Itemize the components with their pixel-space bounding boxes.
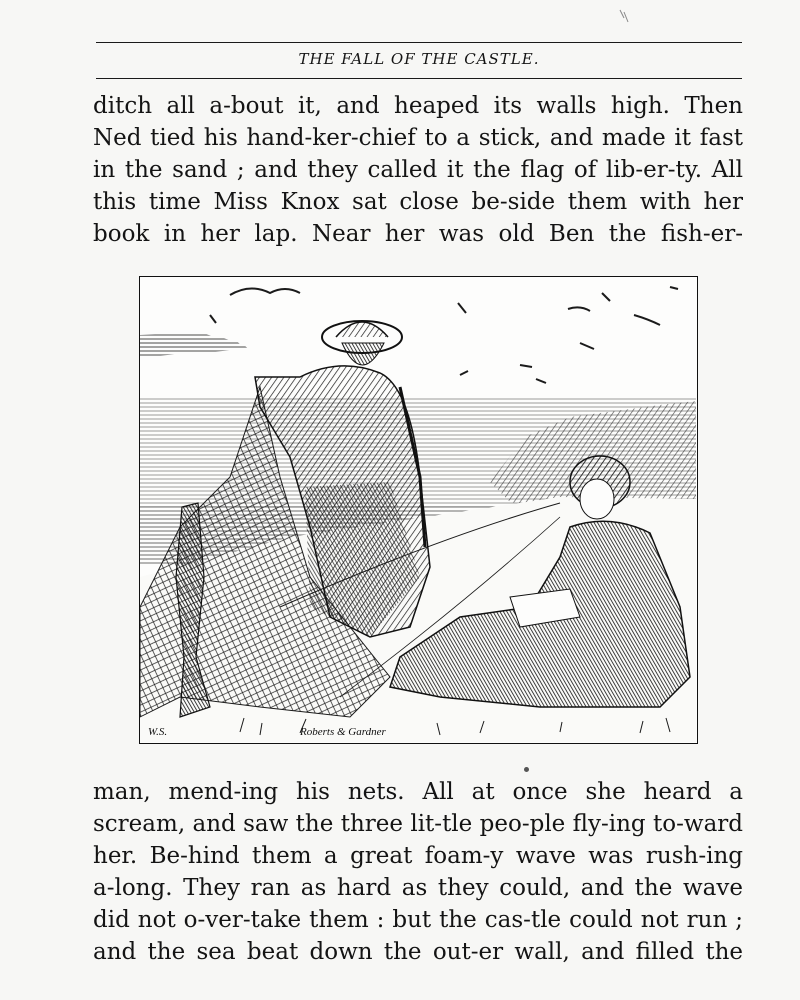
text-line: this time Miss Knox sat close be-side them with her: [93, 189, 743, 215]
text-line: book in her lap. Near her was old Ben the fish-er-: [93, 221, 743, 247]
running-title: THE FALL OF THE CASTLE.: [298, 50, 540, 68]
text-line: in the sand ; and they called it the flag of lib-er-ty. All: [93, 157, 743, 183]
engraving-art: [140, 277, 696, 742]
artist-initials: W.S.: [148, 726, 168, 738]
engraver-signature: Roberts & Gardner: [300, 726, 386, 738]
text-line: scream, and saw the three lit-tle peo-ple fly-ing to-ward: [93, 811, 743, 837]
text-line: man, mend-ing his nets. All at once she heard a: [93, 779, 743, 805]
text-line: did not o-ver-take them : but the cas-tle could not run ;: [93, 907, 743, 933]
text-line: a-long. They ran as hard as they could, and the wave: [93, 875, 743, 901]
text-block-before-illustration: [93, 90, 743, 250]
engraving-fisherman-and-reader: [139, 276, 698, 744]
seagulls: [210, 287, 678, 383]
header-bottom-rule: [96, 78, 742, 79]
text-line: her. Be-hind them a great foam-y wave was rush-ing: [93, 843, 743, 869]
stray-ink-mark: [618, 8, 630, 26]
text-line: Ned tied his hand-ker-chief to a stick, and made it fast: [93, 125, 743, 151]
text-line: ditch all a-bout it, and heaped its walls high. Then: [93, 93, 743, 119]
text-line: and the sea beat down the out-er wall, and filled the: [93, 939, 743, 965]
text-block-after-illustration: [93, 776, 743, 968]
far-headland: [140, 333, 250, 357]
header-top-rule: [96, 42, 742, 43]
ink-speck: [524, 767, 529, 772]
